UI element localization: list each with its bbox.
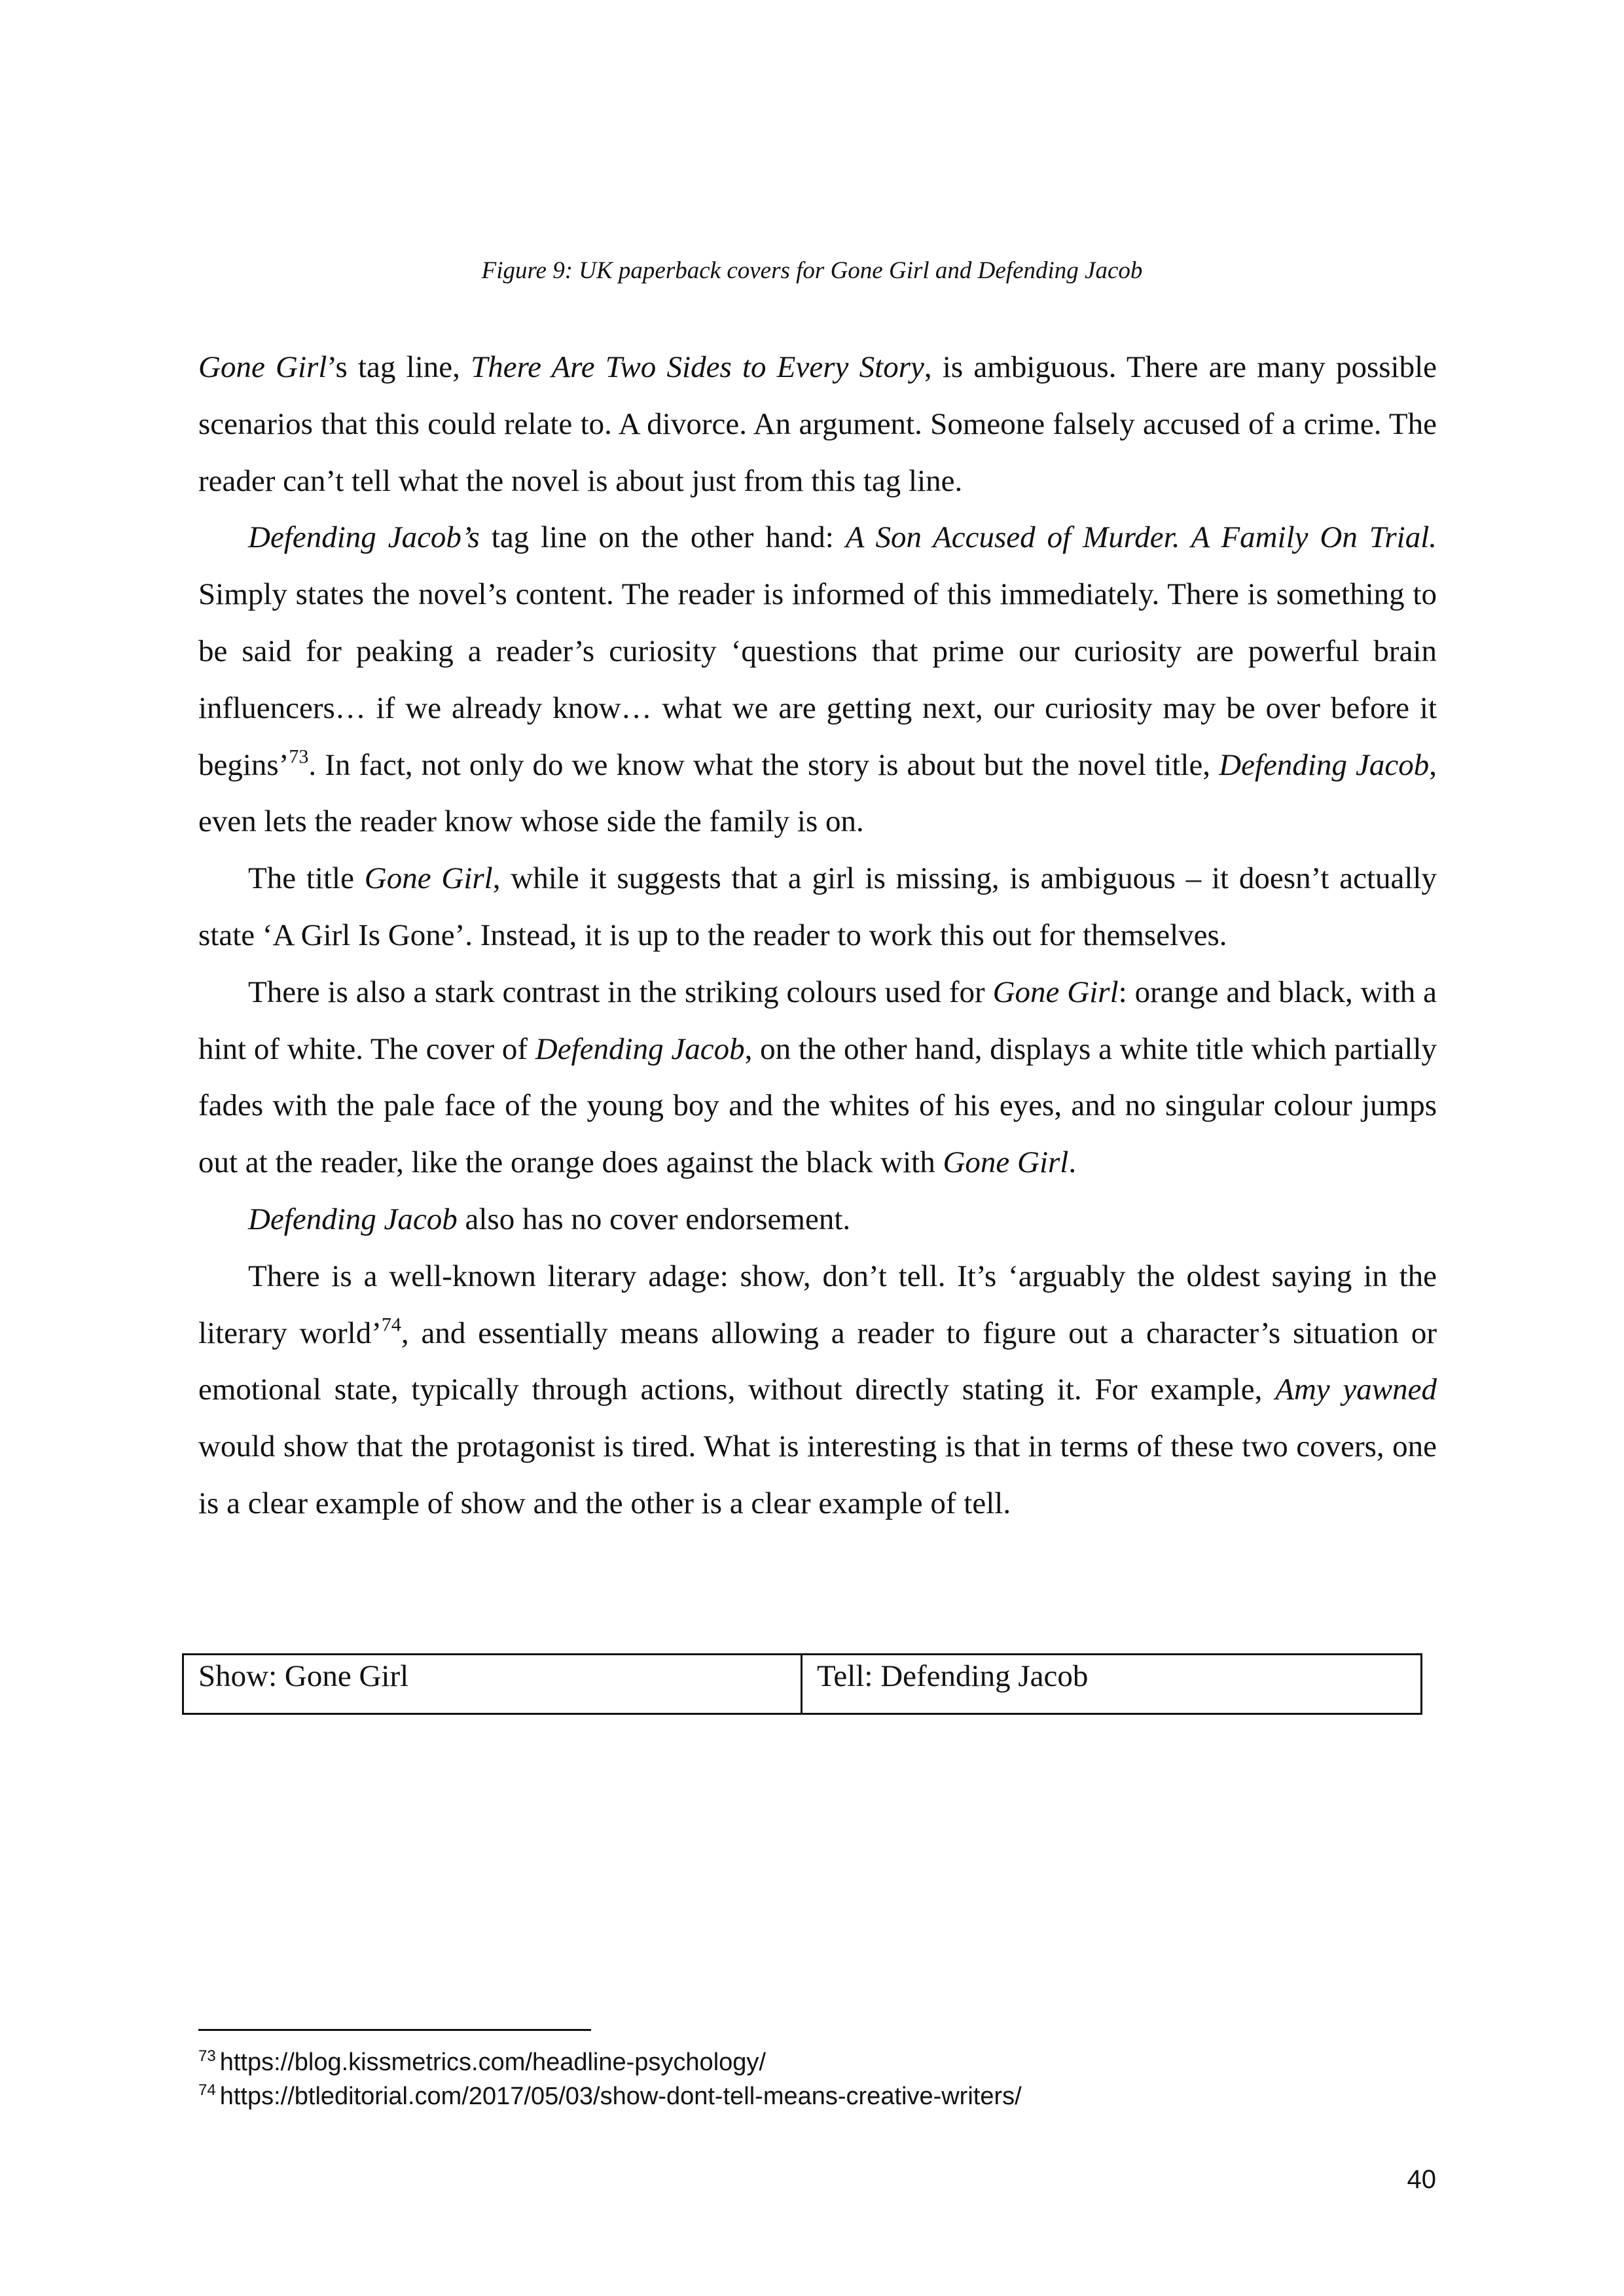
table-cell-tell: Tell: Defending Jacob	[802, 1655, 1422, 1714]
tagline-defending-jacob: A Son Accused of Murder. A Family On Trial.	[845, 520, 1437, 555]
footnote-ref-73[interactable]: 73	[289, 745, 309, 767]
example-amy-yawned: Amy yawned	[1275, 1372, 1437, 1407]
text-span: tag line on the other hand:	[479, 520, 846, 555]
title-defending-jacob: Defending Jacob	[535, 1031, 745, 1066]
text-span: Simply states the novel’s content. The reader is informed of this immediately. There is something to be said for peaking a reader’s curiosity ‘questions that prime our curiosity are powerful brain influencers… if we already know… what we are getting next, our curiosity may be over before it begins’	[198, 577, 1437, 782]
footnote-number: 73	[198, 2047, 216, 2065]
text-span: ’s tag line,	[327, 350, 471, 384]
text-span: , on the other hand, displays a white title which partially fades with the pale face of the young boy and the whites of his eyes, and no singular colour jumps out at the reader, like the orange does against the black with	[198, 1031, 1437, 1180]
text-span: . In fact, not only do we know what the story is about but the novel title,	[308, 747, 1219, 782]
text-span: : orange and black, with a hint of white. The cover of	[198, 975, 1437, 1066]
body-text	[198, 339, 1437, 1532]
show-tell-table	[182, 1653, 1422, 1715]
paragraph-2	[198, 509, 1437, 850]
page-number: 40	[1407, 2165, 1436, 2194]
footnote-73	[198, 2045, 1022, 2079]
text-span: , and essentially means allowing a reader to figure out a character’s situation or emotional state, typically through actions, without directly stating it. For example,	[198, 1316, 1437, 1407]
table-cell-show: Show: Gone Girl	[183, 1655, 802, 1714]
footnote-link[interactable]: https://btleditorial.com/2017/05/03/show-dont-tell-means-creative-writers/	[219, 2083, 1022, 2110]
footnotes	[198, 2045, 1022, 2113]
title-defending-jacob: Defending Jacob’s	[248, 520, 480, 555]
table-row	[183, 1655, 1422, 1714]
footnote-74	[198, 2079, 1022, 2113]
footnote-link[interactable]: https://blog.kissmetrics.com/headline-psychology/	[219, 2049, 766, 2076]
title-defending-jacob: Defending Jacob	[1219, 747, 1430, 782]
paragraph-3	[198, 850, 1437, 964]
footnote-ref-74[interactable]: 74	[381, 1313, 401, 1335]
text-span: There is also a stark contrast in the striking colours used for	[248, 975, 993, 1009]
text-span: There is a well-known literary adage: show, don’t tell. It’s ‘arguably the oldest saying in the literary world’	[198, 1259, 1437, 1350]
title-gone-girl: Gone Girl	[943, 1145, 1069, 1180]
footnote-divider	[198, 2029, 591, 2031]
text-span: also has no cover endorsement.	[457, 1202, 851, 1236]
text-span: , is ambiguous. There are many possible scenarios that this could relate to. A divorce. An argument. Someone falsely accused of a crime. The reader can’t tell what the novel is about just from this tag line.	[198, 350, 1437, 498]
text-span: The title	[248, 861, 365, 896]
paragraph-4	[198, 964, 1437, 1191]
text-span: , while it suggests that a girl is missing, is ambiguous – it doesn’t actually state ‘A Girl Is Gone’. Instead, it is up to the reader to work this out for themselves.	[198, 861, 1437, 952]
title-gone-girl: Gone Girl	[198, 350, 327, 384]
text-span: , even lets the reader know whose side the family is on.	[198, 747, 1437, 839]
title-gone-girl: Gone Girl	[992, 975, 1119, 1009]
text-span: would show that the protagonist is tired. What is interesting is that in terms of these two covers, one is a clear example of show and the other is a clear example of tell.	[198, 1429, 1437, 1520]
figure-caption: Figure 9: UK paperback covers for Gone Girl and Defending Jacob	[481, 257, 1143, 284]
text-span: .	[1068, 1145, 1077, 1180]
paragraph-6	[198, 1248, 1437, 1532]
tagline-gone-girl: There Are Two Sides to Every Story	[471, 350, 924, 384]
paragraph-1	[198, 339, 1437, 509]
paragraph-5	[198, 1191, 1437, 1248]
title-defending-jacob: Defending Jacob	[248, 1202, 458, 1236]
title-gone-girl: Gone Girl	[364, 861, 493, 896]
footnote-number: 74	[198, 2081, 216, 2099]
